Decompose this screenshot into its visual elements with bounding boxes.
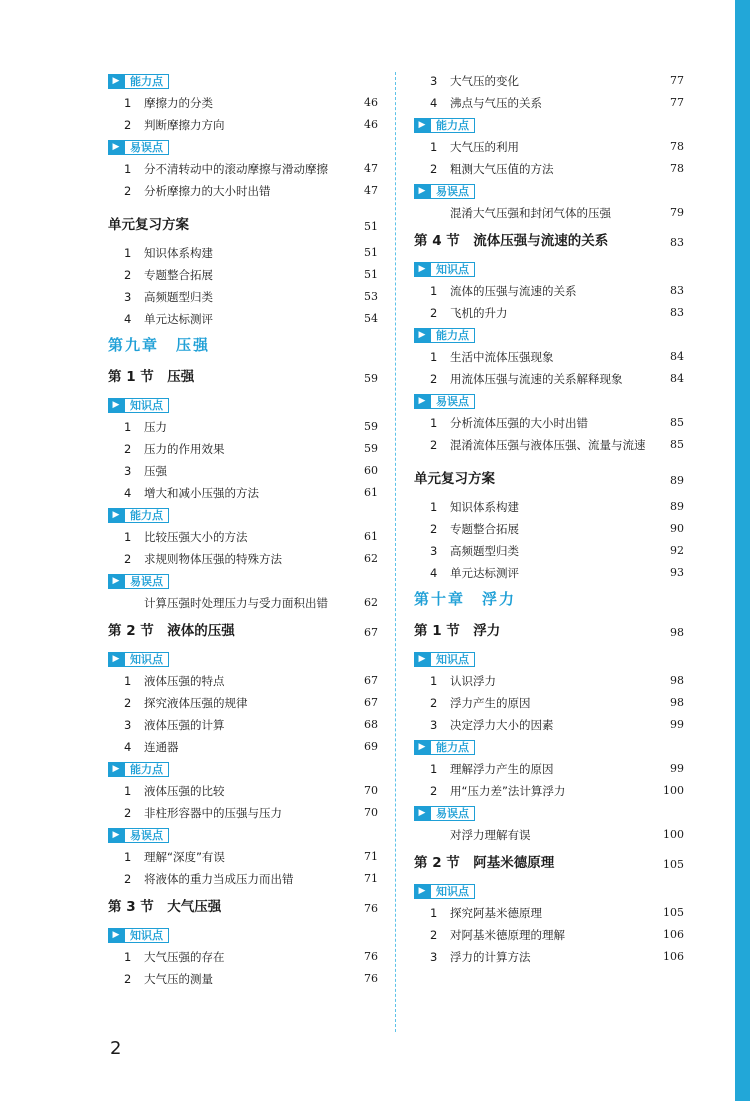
section-page: 98 [670,626,684,639]
tag-box [414,652,475,667]
toc-category-tag [108,924,378,946]
tag-box [414,328,475,343]
entry-title: 液体压强的比较 [144,784,225,798]
entry-number: 1 [430,284,438,298]
section-page: 59 [364,372,378,385]
toc-entry[interactable] [414,714,684,736]
toc-entry[interactable] [108,416,378,438]
entry-number: 1 [430,500,438,514]
entry-title: 大气压的利用 [450,140,519,154]
section-title: 单元复习方案 [108,217,189,233]
toc-category-tag [108,70,378,92]
toc-entry[interactable] [108,714,378,736]
entry-page: 78 [670,140,684,153]
entry-title: 将液体的重力当成压力而出错 [144,872,294,886]
entry-page: 71 [364,872,378,885]
entry-number: 2 [124,806,132,820]
tag-label: 易误点 [124,574,169,589]
toc-entry[interactable] [414,202,684,224]
tag-label: 知识点 [430,262,475,277]
entry-number: 1 [124,950,132,964]
toc-category-tag [108,570,378,592]
entry-number: 2 [430,306,438,320]
entry-title: 增大和减小压强的方法 [144,486,259,500]
play-arrow-icon: ▶ [108,652,124,667]
toc-entry[interactable] [108,868,378,890]
entry-number: 4 [124,312,132,326]
play-arrow-icon: ▶ [414,184,430,199]
entry-page: 46 [364,96,378,109]
toc-entry[interactable] [414,346,684,368]
tag-label: 能力点 [124,74,169,89]
toc-category-tag [414,324,684,346]
toc-entry[interactable] [108,670,378,692]
entry-page: 105 [663,906,684,919]
entry-page: 51 [364,246,378,259]
entry-page: 84 [670,350,684,363]
toc-section-heading[interactable] [414,462,684,496]
entry-page: 70 [364,806,378,819]
tag-label: 能力点 [430,740,475,755]
entry-page: 99 [670,762,684,775]
entry-number: 3 [124,290,132,304]
toc-entry[interactable] [108,592,378,614]
entry-title: 浮力的计算方法 [450,950,531,964]
entry-page: 100 [663,828,684,841]
entry-page: 47 [364,162,378,175]
entry-title: 分析流体压强的大小时出错 [450,416,588,430]
entry-title: 混淆流体压强与液体压强、流量与流速 [450,438,646,452]
entry-number: 2 [124,442,132,456]
entry-number: 1 [430,674,438,688]
entry-title: 比较压强大小的方法 [144,530,248,544]
toc-chapter-heading[interactable]: 第九章 压强 [108,336,211,354]
section-title: 单元复习方案 [414,471,495,487]
tag-label: 知识点 [430,652,475,667]
toc-entry[interactable] [108,460,378,482]
toc-entry[interactable] [108,114,378,136]
entry-number: 2 [124,118,132,132]
entry-page: 77 [670,96,684,109]
entry-page: 106 [663,928,684,941]
section-page: 67 [364,626,378,639]
entry-page: 90 [670,522,684,535]
entry-page: 62 [364,552,378,565]
play-arrow-icon: ▶ [108,928,124,943]
section-page: 89 [670,474,684,487]
section-title: 第 2 节 阿基米德原理 [414,855,555,871]
entry-title: 认识浮力 [450,674,496,688]
entry-title: 判断摩擦力方向 [144,118,225,132]
toc-category-tag [108,136,378,158]
entry-title: 分析摩擦力的大小时出错 [144,184,271,198]
entry-title: 粗测大气压值的方法 [450,162,554,176]
entry-title: 高频题型归类 [450,544,519,558]
entry-number: 3 [430,718,438,732]
toc-entry[interactable] [108,780,378,802]
entry-number: 2 [124,872,132,886]
entry-title: 飞机的升力 [450,306,508,320]
entry-number: 2 [124,184,132,198]
page-number: 2 [110,1038,122,1059]
toc-entry[interactable] [414,302,684,324]
entry-number: 2 [430,438,438,452]
entry-title: 流体的压强与流速的关系 [450,284,577,298]
entry-page: 71 [364,850,378,863]
section-page: 83 [670,236,684,249]
section-page: 105 [663,858,684,871]
toc-entry[interactable] [108,692,378,714]
tag-box [108,398,169,413]
play-arrow-icon: ▶ [108,140,124,155]
entry-page: 53 [364,290,378,303]
tag-box [108,828,169,843]
entry-number: 1 [124,850,132,864]
toc-entry[interactable] [414,280,684,302]
toc-entry[interactable] [414,92,684,114]
entry-title: 对浮力理解有误 [450,828,531,842]
toc-entry[interactable] [414,924,684,946]
play-arrow-icon: ▶ [414,884,430,899]
toc-entry[interactable] [414,434,684,456]
entry-title: 理解“深度”有误 [144,850,225,864]
tag-box [108,762,169,777]
entry-title: 知识体系构建 [144,246,213,260]
entry-title: 压力的作用效果 [144,442,225,456]
toc-section-heading[interactable] [414,846,684,880]
entry-page: 79 [670,206,684,219]
toc-category-tag [108,758,378,780]
entry-page: 85 [670,438,684,451]
entry-page: 92 [670,544,684,557]
play-arrow-icon: ▶ [414,118,430,133]
tag-label: 易误点 [430,184,475,199]
entry-page: 100 [663,784,684,797]
play-arrow-icon: ▶ [108,74,124,89]
toc-entry[interactable] [108,242,378,264]
entry-number: 1 [124,96,132,110]
toc-entry[interactable] [414,562,684,584]
entry-page: 83 [670,306,684,319]
entry-title: 生活中流体压强现象 [450,350,554,364]
section-title: 第 2 节 液体的压强 [108,623,235,639]
toc-category-tag [414,114,684,136]
toc-category-tag [108,504,378,526]
entry-page: 59 [364,442,378,455]
tag-label: 知识点 [124,652,169,667]
entry-number: 3 [124,718,132,732]
entry-number: 2 [430,784,438,798]
entry-title: 决定浮力大小的因素 [450,718,554,732]
toc-section-heading[interactable] [108,890,378,924]
entry-title: 大气压的变化 [450,74,519,88]
toc-entry[interactable] [414,368,684,390]
entry-title: 压力 [144,420,167,434]
section-title: 第 1 节 压强 [108,369,195,385]
tag-label: 知识点 [430,884,475,899]
entry-number: 2 [430,696,438,710]
play-arrow-icon: ▶ [108,828,124,843]
entry-number: 3 [430,74,438,88]
toc-section-heading[interactable] [108,208,378,242]
tag-label: 知识点 [124,928,169,943]
entry-title: 专题整合拓展 [144,268,213,282]
toc-category-tag [108,394,378,416]
entry-number: 2 [124,972,132,986]
page-edge-bar [735,0,750,1101]
play-arrow-icon: ▶ [108,762,124,777]
toc-category-tag [414,880,684,902]
entry-number: 4 [430,566,438,580]
entry-page: 106 [663,950,684,963]
entry-title: 大气压的测量 [144,972,213,986]
entry-number: 1 [124,674,132,688]
toc-entry[interactable] [108,846,378,868]
entry-page: 69 [364,740,378,753]
entry-page: 62 [364,596,378,609]
tag-box [108,74,169,89]
entry-page: 93 [670,566,684,579]
toc-entry[interactable] [108,180,378,202]
toc-entry[interactable] [108,482,378,504]
tag-box [414,262,475,277]
entry-number: 1 [124,162,132,176]
toc-entry[interactable] [414,70,684,92]
section-title: 第 1 节 浮力 [414,623,501,639]
play-arrow-icon: ▶ [414,652,430,667]
entry-title: 液体压强的特点 [144,674,225,688]
entry-number: 1 [430,762,438,776]
toc-entry[interactable] [108,526,378,548]
play-arrow-icon: ▶ [108,508,124,523]
entry-page: 76 [364,950,378,963]
toc-entry[interactable] [108,264,378,286]
tag-label: 能力点 [430,118,475,133]
toc-entry[interactable] [108,286,378,308]
toc-entry[interactable] [414,692,684,714]
toc-entry[interactable] [414,946,684,968]
toc-category-tag [414,258,684,280]
toc-entry[interactable] [108,438,378,460]
play-arrow-icon: ▶ [414,806,430,821]
tag-box [108,574,169,589]
toc-left-column [108,70,378,990]
entry-number: 2 [430,928,438,942]
toc-category-tag [108,824,378,846]
toc-entry[interactable] [108,158,378,180]
toc-category-tag [414,648,684,670]
toc-entry[interactable] [414,670,684,692]
entry-page: 47 [364,184,378,197]
entry-title: 非柱形容器中的压强与压力 [144,806,282,820]
entry-title: 浮力产生的原因 [450,696,531,710]
toc-entry[interactable] [414,902,684,924]
tag-label: 知识点 [124,398,169,413]
tag-box [414,394,475,409]
toc-entry[interactable] [108,802,378,824]
entry-number: 4 [124,486,132,500]
toc-entry[interactable] [414,540,684,562]
toc-entry[interactable] [414,136,684,158]
toc-entry[interactable] [414,158,684,180]
entry-page: 59 [364,420,378,433]
tag-box [108,928,169,943]
toc-category-tag [108,648,378,670]
play-arrow-icon: ▶ [414,740,430,755]
entry-number: 1 [124,246,132,260]
entry-page: 98 [670,696,684,709]
entry-title: 专题整合拓展 [450,522,519,536]
toc-entry[interactable] [414,824,684,846]
entry-page: 70 [364,784,378,797]
entry-title: 探究阿基米德原理 [450,906,542,920]
entry-number: 1 [430,416,438,430]
toc-entry[interactable] [414,518,684,540]
play-arrow-icon: ▶ [414,394,430,409]
entry-page: 77 [670,74,684,87]
entry-number: 1 [430,350,438,364]
entry-page: 67 [364,696,378,709]
entry-title: 液体压强的计算 [144,718,225,732]
entry-number: 3 [430,950,438,964]
entry-title: 大气压强的存在 [144,950,225,964]
toc-entry[interactable] [414,496,684,518]
entry-number: 3 [124,464,132,478]
toc-entry[interactable] [414,412,684,434]
entry-title: 高频题型归类 [144,290,213,304]
entry-page: 99 [670,718,684,731]
toc-section-heading[interactable] [414,614,684,648]
tag-box [414,184,475,199]
entry-title: 单元达标测评 [144,312,213,326]
entry-title: 连通器 [144,740,179,754]
section-page: 76 [364,902,378,915]
entry-number: 2 [124,696,132,710]
tag-box [108,652,169,667]
entry-page: 98 [670,674,684,687]
tag-label: 能力点 [124,508,169,523]
entry-title: 探究液体压强的规律 [144,696,248,710]
tag-label: 易误点 [430,394,475,409]
entry-page: 61 [364,530,378,543]
toc-entry[interactable] [414,758,684,780]
entry-page: 61 [364,486,378,499]
entry-page: 76 [364,972,378,985]
entry-page: 60 [364,464,378,477]
play-arrow-icon: ▶ [108,398,124,413]
entry-title: 计算压强时处理压力与受力面积出错 [144,596,328,610]
toc-category-tag [414,736,684,758]
entry-title: 压强 [144,464,167,478]
entry-number: 1 [124,784,132,798]
tag-label: 易误点 [430,806,475,821]
entry-title: 沸点与气压的关系 [450,96,542,110]
entry-title: 用流体压强与流速的关系解释现象 [450,372,623,386]
toc-chapter-heading[interactable]: 第十章 浮力 [414,590,517,608]
entry-title: 分不清转动中的滚动摩擦与滑动摩擦 [144,162,328,176]
tag-box [414,806,475,821]
entry-title: 对阿基米德原理的理解 [450,928,565,942]
entry-title: 混淆大气压强和封闭气体的压强 [450,206,611,220]
tag-box [108,508,169,523]
entry-number: 4 [430,96,438,110]
entry-title: 单元达标测评 [450,566,519,580]
entry-number: 2 [430,522,438,536]
entry-page: 83 [670,284,684,297]
toc-right-column [414,70,684,968]
entry-page: 54 [364,312,378,325]
tag-label: 能力点 [430,328,475,343]
entry-number: 1 [430,140,438,154]
entry-title: 摩擦力的分类 [144,96,213,110]
play-arrow-icon: ▶ [414,262,430,277]
toc-category-tag [414,390,684,412]
play-arrow-icon: ▶ [108,574,124,589]
toc-entry[interactable] [108,736,378,758]
entry-page: 51 [364,268,378,281]
entry-number: 2 [430,372,438,386]
entry-page: 84 [670,372,684,385]
entry-title: 用“压力差”法计算浮力 [450,784,566,798]
toc-entry[interactable] [108,968,378,990]
entry-page: 89 [670,500,684,513]
toc-section-heading[interactable] [414,224,684,258]
entry-title: 理解浮力产生的原因 [450,762,554,776]
entry-number: 2 [124,552,132,566]
entry-page: 68 [364,718,378,731]
tag-box [414,740,475,755]
toc-section-heading[interactable] [108,614,378,648]
entry-page: 46 [364,118,378,131]
toc-entry[interactable] [108,548,378,570]
entry-page: 67 [364,674,378,687]
section-title: 第 4 节 流体压强与流速的关系 [414,233,609,249]
tag-label: 能力点 [124,762,169,777]
column-divider [395,72,396,1032]
entry-number: 1 [124,530,132,544]
tag-label: 易误点 [124,828,169,843]
entry-page: 85 [670,416,684,429]
toc-entry[interactable] [108,308,378,330]
toc-entry[interactable] [414,780,684,802]
entry-number: 3 [430,544,438,558]
toc-category-tag [414,802,684,824]
toc-section-heading[interactable] [108,360,378,394]
section-title: 第 3 节 大气压强 [108,899,222,915]
toc-entry[interactable] [108,92,378,114]
entry-title: 求规则物体压强的特殊方法 [144,552,282,566]
play-arrow-icon: ▶ [414,328,430,343]
entry-title: 知识体系构建 [450,500,519,514]
entry-number: 2 [430,162,438,176]
tag-box [414,884,475,899]
entry-number: 1 [430,906,438,920]
tag-box [108,140,169,155]
tag-box [414,118,475,133]
entry-number: 2 [124,268,132,282]
entry-number: 1 [124,420,132,434]
tag-label: 易误点 [124,140,169,155]
section-page: 51 [364,220,378,233]
toc-category-tag [414,180,684,202]
entry-page: 78 [670,162,684,175]
toc-entry[interactable] [108,946,378,968]
entry-number: 4 [124,740,132,754]
